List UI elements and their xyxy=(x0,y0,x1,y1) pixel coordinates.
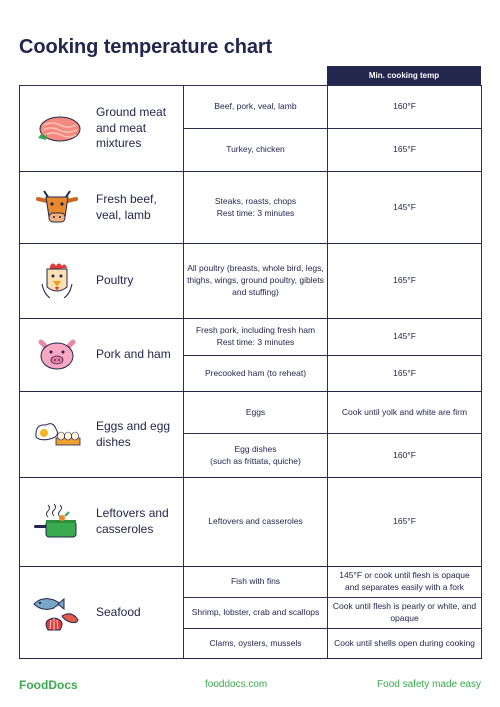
pot-icon xyxy=(32,501,82,543)
footer-tagline: Food safety made easy xyxy=(377,679,481,690)
fooddocs-logo: FoodDocs xyxy=(19,678,78,692)
category-cell xyxy=(20,319,184,392)
temperature-cell: 165°F xyxy=(328,129,482,172)
category-cell xyxy=(20,172,184,244)
temperature-cell: Cook until flesh is pearly or white, and opaque xyxy=(328,598,482,629)
category-cell xyxy=(20,478,184,567)
chicken-icon xyxy=(32,260,82,302)
temperature-cell: 160°F xyxy=(328,434,482,478)
food-cell: Clams, oysters, mussels xyxy=(184,629,328,659)
temperature-cell: 145°F or cook until flesh is opaque and separates easily with a fork xyxy=(328,567,482,598)
table-row xyxy=(20,244,482,319)
food-cell: Steaks, roasts, chops Rest time: 3 minutes xyxy=(184,172,328,244)
temperature-cell: Cook until yolk and white are firm xyxy=(328,392,482,434)
temperature-cell: 145°F xyxy=(328,319,482,356)
table-row xyxy=(20,567,482,598)
category-cell xyxy=(20,244,184,319)
table-row xyxy=(20,319,482,356)
food-cell: Egg dishes (such as frittata, quiche) xyxy=(184,434,328,478)
food-cell: Precooked ham (to reheat) xyxy=(184,356,328,392)
category-label: Leftovers and casseroles xyxy=(96,506,169,536)
category-cell xyxy=(20,567,184,659)
eggs-icon xyxy=(32,414,82,456)
temperature-cell: 165°F xyxy=(328,356,482,392)
food-cell: Fresh pork, including fresh ham Rest time: 3 minutes xyxy=(184,319,328,356)
temperature-cell: 160°F xyxy=(328,86,482,129)
temperature-cell: 145°F xyxy=(328,172,482,244)
category-label: Fresh beef, veal, lamb xyxy=(96,191,157,222)
category-label: Ground meat and meat mixtures xyxy=(96,105,167,151)
food-cell: Shrimp, lobster, crab and scallops xyxy=(184,598,328,629)
pig-icon xyxy=(32,334,82,376)
food-cell: Leftovers and casseroles xyxy=(184,478,328,567)
category-label: Pork and ham xyxy=(96,347,171,362)
table-row xyxy=(20,478,482,567)
temperature-cell: 165°F xyxy=(328,244,482,319)
food-cell: Beef, pork, veal, lamb xyxy=(184,86,328,129)
table-row xyxy=(20,172,482,244)
category-label: Seafood xyxy=(96,604,141,619)
food-cell: All poultry (breasts, whole bird, legs, thighs, wings, ground poultry, giblets and stuffing) xyxy=(184,244,328,319)
table-row xyxy=(20,392,482,434)
seafood-icon xyxy=(32,592,82,634)
cooking-temperature-table xyxy=(19,85,482,659)
footer-url-link[interactable]: fooddocs.com xyxy=(205,679,268,690)
column-header-min-cooking-temp: Min. cooking temp xyxy=(327,66,481,85)
category-cell xyxy=(20,86,184,172)
temperature-cell: 165°F xyxy=(328,478,482,567)
food-cell: Turkey, chicken xyxy=(184,129,328,172)
temperature-cell: Cook until shells open during cooking xyxy=(328,629,482,659)
food-cell: Fish with fins xyxy=(184,567,328,598)
category-label: Eggs and egg dishes xyxy=(96,418,171,449)
food-cell: Eggs xyxy=(184,392,328,434)
category-label: Poultry xyxy=(96,273,134,288)
category-cell xyxy=(20,392,184,478)
table-row xyxy=(20,86,482,129)
ground-meat-icon xyxy=(32,108,82,150)
cow-icon xyxy=(32,187,82,229)
page-title: Cooking temperature chart xyxy=(19,36,273,58)
